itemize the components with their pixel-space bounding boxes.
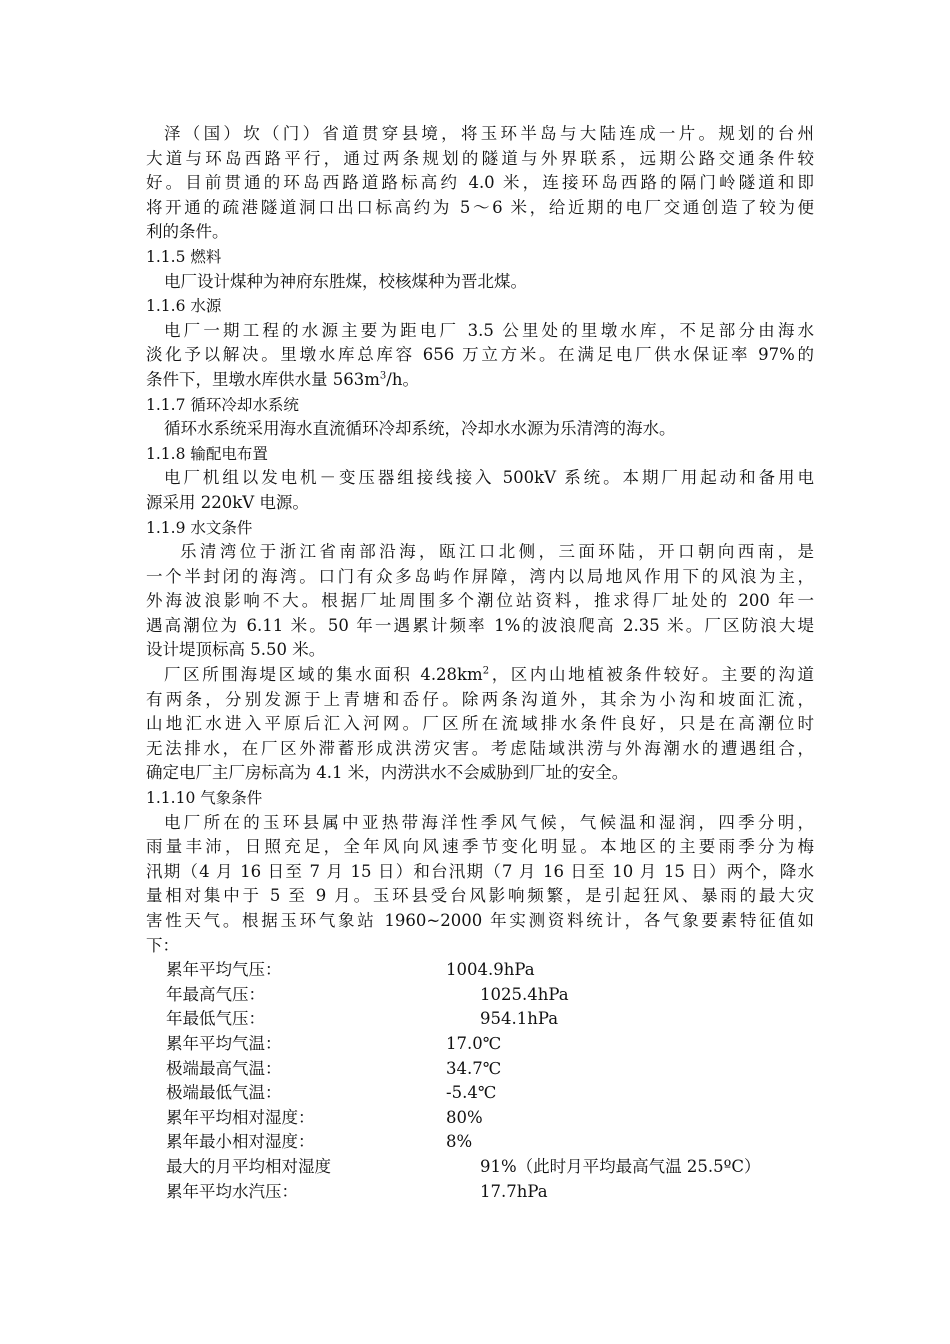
stat-row: [146, 1155, 814, 1180]
stat-label: 最大的月平均相对湿度: [166, 1156, 331, 1176]
stat-label: 累年平均水汽压：: [166, 1181, 298, 1201]
stat-value: 8%: [446, 1132, 473, 1152]
section-heading-1-1-6: 1.1.6 水源: [146, 297, 222, 316]
paragraph-line: 乐清湾位于浙江省南部沿海，瓯江口北侧，三面环陆，开口朝向西南，是: [180, 542, 814, 562]
paragraph-line: 山地汇水进入平原后汇入河网。厂区所在流域排水条件良好，只是在高潮位时: [146, 714, 814, 734]
paragraph-line: [146, 368, 814, 393]
stat-label: 极端最低气温：: [166, 1083, 282, 1103]
paragraph-line: 量相对集中于 5 至 9 月。玉环县受台风影响频繁，是引起狂风、暴雨的最大灾: [146, 886, 814, 906]
stat-label: 年最高气压：: [166, 984, 265, 1004]
section-heading-1-1-7: 1.1.7 循环冷却水系统: [146, 395, 299, 414]
section-heading-1-1-5: 1.1.5 燃料: [146, 247, 222, 266]
paragraph-line: 雨量丰沛，日照充足，全年风向风速季节变化明显。本地区的主要雨季分为梅: [146, 837, 814, 857]
text-run: 条件下，里墩水库供水量 563m: [146, 369, 380, 389]
paragraph-line: 源采用 220kV 电源。: [146, 492, 309, 512]
text-run: ，区内山地植被条件较好。主要的沟道: [489, 665, 814, 685]
stat-row: [146, 1106, 814, 1131]
section-heading-1-1-9: 1.1.9 水文条件: [146, 518, 253, 537]
stat-value: 17.7hPa: [480, 1181, 548, 1201]
stat-value: 1025.4hPa: [480, 984, 569, 1004]
stat-row: [146, 1180, 814, 1205]
stat-value: 17.0℃: [446, 1033, 502, 1053]
paragraph-line: [146, 663, 814, 688]
document-page: [146, 122, 814, 1204]
paragraph-line: 大道与环岛西路平行，通过两条规划的隧道与外界联系，远期公路交通条件较: [146, 148, 814, 168]
text-run: 厂区所围海堤区域的集水面积 4.28km: [164, 665, 483, 685]
stat-value: 91%（此时月平均最高气温 25.5ºC）: [480, 1156, 761, 1176]
paragraph-line: 泽（国）坎（门）省道贯穿县境，将玉环半岛与大陆连成一片。规划的台州: [164, 124, 814, 143]
stat-value: 954.1hPa: [480, 1009, 559, 1029]
stat-label: 累年平均气温：: [166, 1033, 282, 1053]
section-heading-1-1-8: 1.1.8 输配电布置: [146, 444, 268, 463]
paragraph-line: 有两条，分别发源于上青塘和岙仔。除两条沟道外，其余为小沟和坡面汇流，: [146, 689, 814, 709]
text-run: /h。: [386, 369, 419, 389]
stat-row: [146, 983, 814, 1008]
stat-value: 34.7℃: [446, 1058, 502, 1078]
stat-label: 累年平均气压：: [166, 960, 282, 980]
stat-value: -5.4℃: [446, 1083, 497, 1103]
paragraph-line: 设计堤顶标高 5.50 米。: [146, 640, 326, 660]
stat-row: [146, 958, 814, 983]
superscript: 3: [379, 370, 387, 382]
stat-label: 累年平均相对湿度：: [166, 1107, 315, 1127]
paragraph-line: 无法排水，在厂区外滞蓄形成洪涝灾害。考虑陆域洪涝与外海潮水的遭遇组合，: [146, 738, 814, 758]
paragraph-line: 汛期（4 月 16 日至 7 月 15 日）和台汛期（7 月 16 日至 10 月 15 日）两个，降水: [146, 861, 814, 881]
stat-row: [146, 1032, 814, 1057]
paragraph-line: 循环水系统采用海水直流循环冷却系统，冷却水水源为乐清湾的海水。: [164, 419, 676, 439]
paragraph-line: 利的条件。: [146, 222, 229, 242]
paragraph-line: 外海波浪影响不大。根据厂址周围多个潮位站资料，推求得厂址处的 200 年一: [146, 591, 814, 611]
superscript: 2: [482, 665, 490, 677]
paragraph-line: 电厂所在的玉环县属中亚热带海洋性季风气候，气候温和湿润，四季分明，: [164, 812, 814, 832]
stat-row: [146, 1130, 814, 1155]
stat-value: 80%: [446, 1107, 483, 1127]
paragraph-line: 淡化予以解决。里墩水库总库容 656 万立方米。在满足电厂供水保证率 97%的: [146, 345, 814, 365]
stat-label: 累年最小相对湿度：: [166, 1132, 315, 1152]
stat-row: [146, 1007, 814, 1032]
paragraph-line: 将开通的疏港隧道洞口出口标高约为 5～6 米，给近期的电厂交通创造了较为便: [146, 197, 814, 217]
paragraph-line: 电厂设计煤种为神府东胜煤，校核煤种为晋北煤。: [164, 271, 527, 291]
paragraph-line: 电厂机组以发电机－变压器组接线接入 500kV 系统。本期厂用起动和备用电: [164, 468, 814, 488]
stat-row: [146, 1081, 814, 1106]
stat-value: 1004.9hPa: [446, 960, 535, 980]
paragraph-line: 电厂一期工程的水源主要为距电厂 3.5 公里处的里墩水库，不足部分由海水: [164, 320, 814, 340]
paragraph-line: 遇高潮位为 6.11 米。50 年一遇累计频率 1%的波浪爬高 2.35 米。厂区防浪大堤: [146, 615, 814, 635]
section-heading-1-1-10: 1.1.10 气象条件: [146, 789, 263, 808]
paragraph-line: 一个半封闭的海湾。口门有众多岛屿作屏障，湾内以局地风作用下的风浪为主，: [146, 566, 814, 586]
paragraph-line: 害性天气。根据玉环气象站 1960~2000 年实测资料统计，各气象要素特征值如: [146, 911, 814, 930]
paragraph-line: 确定电厂主厂房标高为 4.1 米，内涝洪水不会威胁到厂址的安全。: [146, 763, 629, 783]
stat-label: 极端最高气温：: [166, 1058, 282, 1078]
stat-row: [146, 1057, 814, 1082]
stat-label: 年最低气压：: [166, 1009, 265, 1029]
paragraph-line: 下：: [146, 935, 179, 955]
paragraph-line: 好。目前贯通的环岛西路道路标高约 4.0 米，连接环岛西路的隔门岭隧道和即: [146, 173, 814, 193]
